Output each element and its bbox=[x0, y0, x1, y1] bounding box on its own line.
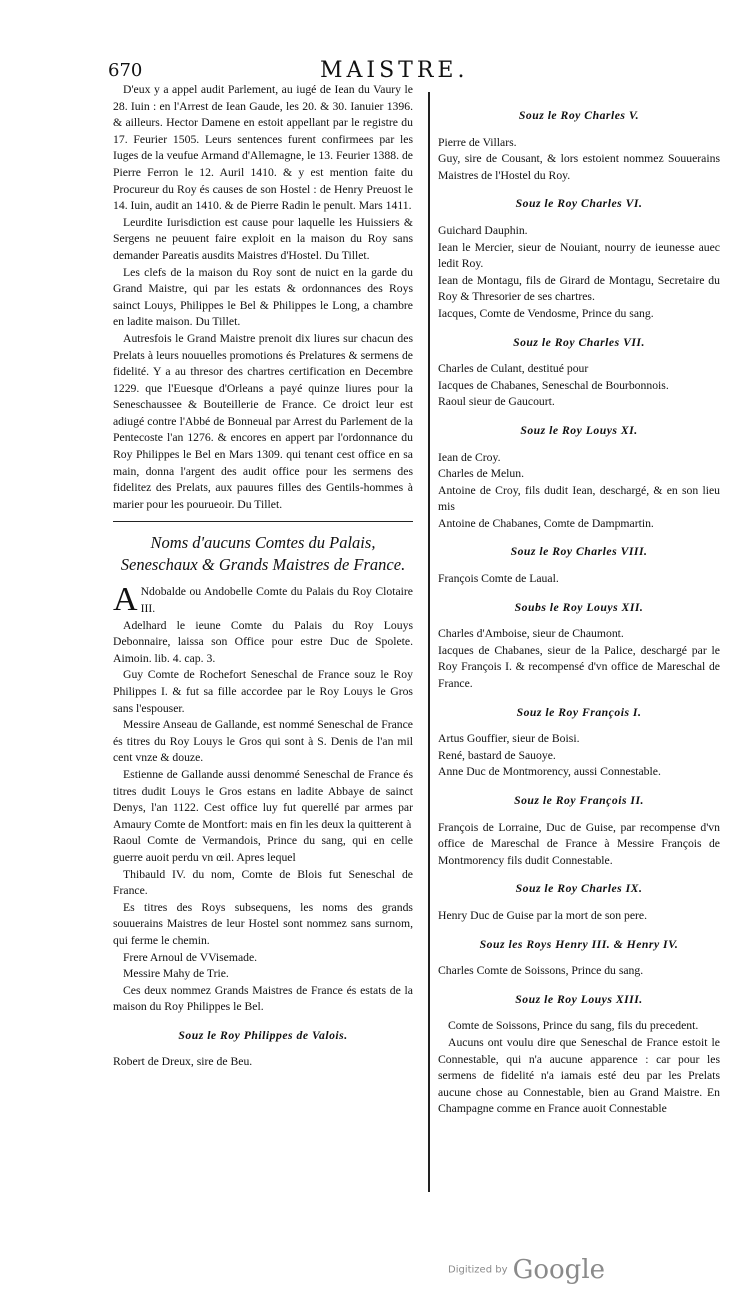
right-column bbox=[438, 96, 720, 1118]
reign-heading: Souz le Roy Charles V. bbox=[518, 109, 640, 122]
list-item: Charles d'Amboise, sieur de Chaumont. bbox=[438, 627, 624, 641]
section-rule bbox=[113, 521, 413, 522]
list-item: Frere Arnoul de VVisemade. bbox=[123, 950, 258, 964]
list-item: Guy Comte de Rochefort Seneschal de France souz le Roy Philippes I. & fut sa fille accordee par le Roy Louys le Gros sans l'espouser. bbox=[113, 668, 413, 715]
reign-heading: Souz le Roy Louys XIII. bbox=[515, 992, 643, 1006]
list-item: Iean de Montagu, fils de Girard de Montagu, Secretaire du Roy & Thresorier de ses chartres. bbox=[438, 273, 720, 304]
running-title: MAISTRE. bbox=[320, 58, 469, 83]
list-item: Aucuns ont voulu dire que Seneschal de France estoit le Connestable, qui n'a aucune apparence : car pour les sermens de fidelité n'a iamais esté deu par les Prelats aucune chose au Connestable, bien au Grand Maistre. En Champagne comme en France auoit Connestable bbox=[438, 1035, 720, 1116]
reign-heading: Souz le Roy François II. bbox=[514, 794, 644, 807]
list-item: Comte de Soissons, Prince du sang, fils du precedent. bbox=[448, 1019, 699, 1033]
list-item: Charles de Culant, destitué pour bbox=[438, 362, 589, 376]
google-logo: Google bbox=[512, 1255, 606, 1285]
drop-cap: A bbox=[113, 581, 138, 619]
list-item: Iacques, Comte de Vendosme, Prince du sang. bbox=[438, 306, 654, 320]
list-item: Es titres des Roys subsequens, les noms des grands souuerains Maistres de leur Hostel sont nommez sans surnom, qui ferme le chemin. bbox=[113, 900, 413, 947]
list-item: Raoul sieur de Gaucourt. bbox=[438, 395, 555, 409]
entry-text: Ndobalde ou Andobelle Comte du Palais du Roy Clotaire III. bbox=[140, 585, 413, 616]
reign-heading: Souz le Roy Louys XI. bbox=[520, 423, 638, 437]
list-item: Ces deux nommez Grands Maistres de France és estats de la maison du Roy Philippes le Bel. bbox=[113, 983, 413, 1014]
reign-heading: Souz le Roy Charles VI. bbox=[515, 197, 643, 211]
reign-heading: Soubs le Roy Louys XII. bbox=[514, 600, 644, 614]
list-item: Iean le Mercier, sieur de Nouiant, nourry de ieunesse auec ledit Roy. bbox=[438, 240, 720, 271]
list-item: Iacques de Chabanes, sieur de la Palice, deschargé par le Roy François I. & recompensé d'vn office de Mareschal de France. bbox=[438, 643, 720, 691]
list-item: Messire Mahy de Trie. bbox=[123, 967, 229, 981]
paragraph: D'eux y a appel audit Parlement, au iugé de Iean du Vaury le 28. Iuin : en l'Arrest de Iean Gaude, les 20. & 30. Ianuier 1396. & ailleurs. Hector Damene en estoit appellant par le registre du 17. Feurier 1505. Leurs sentences furent confirmees par les Iuges de la veufue Armand d'Allemagne, le 13. Feurier 1388. de Pierre Ferron le 12. Auril 1410. & y est mention faite du Procureur du Roy és causes de son Hostel : de Henry Preuost le 14. Iuin, audit an 1410. & de Pierre Radin le penult. Mars 1411. bbox=[113, 83, 413, 213]
list-item: François de Lorraine, Duc de Guise, par recompense d'vn office de Mareschal de France à Messire François de Montmorency fils dudit Connestable. bbox=[438, 820, 720, 867]
digitized-label: Digitized by bbox=[448, 1264, 508, 1276]
left-column bbox=[113, 82, 413, 1071]
list-item: Charles de Melun. bbox=[438, 467, 525, 481]
list-item: Thibauld IV. du nom, Comte de Blois fut Seneschal de France. bbox=[113, 867, 413, 898]
list-item: Messire Anseau de Gallande, est nommé Seneschal de France és titres du Roy Louys le Gros qui sont à S. Denis de l'an mil cent vnze & douze. bbox=[113, 718, 413, 765]
list-item: Raoul Comte de Vermandois, Prince du sang, qui en celle guerre auoit perdu vn œil. Apres lequel bbox=[113, 834, 413, 864]
list-item: Anne Duc de Montmorency, aussi Connestable. bbox=[438, 765, 661, 779]
paragraph: Les clefs de la maison du Roy sont de nuict en la garde du Grand Maistre, qui par les estats & ordonnances des Roys sainct Louys, Philippes le Bel & Philippes le Long, a chambre en ladite maison. Du Tillet. bbox=[113, 265, 413, 329]
list-item: Iean de Croy. bbox=[438, 450, 501, 464]
column-divider bbox=[428, 92, 430, 1192]
list-item: Adelhard le ieune Comte du Palais du Roy Louys Debonnaire, laissa son Office pour estre Duc de Spolete. Aimoin. lib. 4. cap. 3. bbox=[113, 618, 413, 665]
list-item: François Comte de Laual. bbox=[438, 572, 559, 586]
reign-heading: Souz le Roy Charles VII. bbox=[513, 335, 645, 349]
list-item bbox=[113, 581, 413, 619]
reign-heading: Souz le Roy François I. bbox=[516, 705, 642, 719]
paragraph: Autresfois le Grand Maistre prenoit dix liures sur chacun des Prelats à leurs nouuelles promotions és Prelatures & sermens de fidelité. Y a au thresor des chartres certification en Decembre 1229. que l'Euesque d'Orleans a payé quinze liures pour la Seneschaussee & Bouteillerie de France. Ce droict leur est adiugé contre l'Abbé de Bonneual par Arrest du Parlement de la Pentecoste l'an 1276. & encores en appert par l'ordonnance du Roy Philippes le Bel en Mars 1309. qui tenant cest office en sa main, donna l'argent des audit office pour les sermens des fidelitez des Prelats, aux pauures filles des Gentils-hommes à marier pour les pourueoir. Du Tillet. bbox=[113, 331, 413, 511]
list-item: Antoine de Croy, fils dudit Iean, deschargé, & en son lieu mis bbox=[438, 483, 720, 514]
list-item: Iacques de Chabanes, Seneschal de Bourbonnois. bbox=[438, 378, 669, 392]
digitized-by-google-watermark bbox=[448, 1255, 605, 1285]
paragraph: Leurdite Iurisdiction est cause pour laquelle les Huissiers & Sergens ne peuuent faire exploit en la maison du Roy sans demander Pareatis ausdits Maistres d'Hostel. Du Tillet. bbox=[113, 215, 413, 262]
list-item: Henry Duc de Guise par la mort de son pere. bbox=[438, 908, 648, 922]
reign-heading: Souz les Roys Henry III. & Henry IV. bbox=[479, 937, 679, 951]
list-item: René, bastard de Sauoye. bbox=[438, 748, 556, 762]
list-item: Robert de Dreux, sire de Beu. bbox=[113, 1055, 253, 1069]
page-number: 670 bbox=[108, 60, 143, 81]
list-item: Guichard Dauphin. bbox=[438, 223, 528, 237]
list-item: Antoine de Chabanes, Comte de Dampmartin. bbox=[438, 516, 654, 530]
reign-heading: Souz le Roy Charles VIII. bbox=[510, 545, 648, 559]
list-item: Guy, sire de Cousant, & lors estoient nommez Souuerains Maistres de l'Hostel du Roy. bbox=[438, 152, 720, 182]
reign-heading: Souz le Roy Charles IX. bbox=[515, 882, 643, 896]
list-item: Artus Gouffier, sieur de Boisi. bbox=[438, 732, 580, 746]
list-item: Estienne de Gallande aussi denommé Seneschal de France és titres dudit Louys le Gros estans en ladite Abbaye de sainct Denys, l'an 1122. Cest office luy fut querellé par armes par Amaury Comte de Montfort: mais en fin les deux la quitterent à bbox=[113, 767, 413, 831]
list-item: Pierre de Villars. bbox=[438, 135, 517, 149]
reign-heading: Souz le Roy Philippes de Valois. bbox=[178, 1028, 348, 1042]
list-item: Charles Comte de Soissons, Prince du sang. bbox=[438, 964, 644, 978]
section-title: Noms d'aucuns Comtes du Palais, Seneschaux & Grands Maistres de France. bbox=[120, 533, 406, 575]
